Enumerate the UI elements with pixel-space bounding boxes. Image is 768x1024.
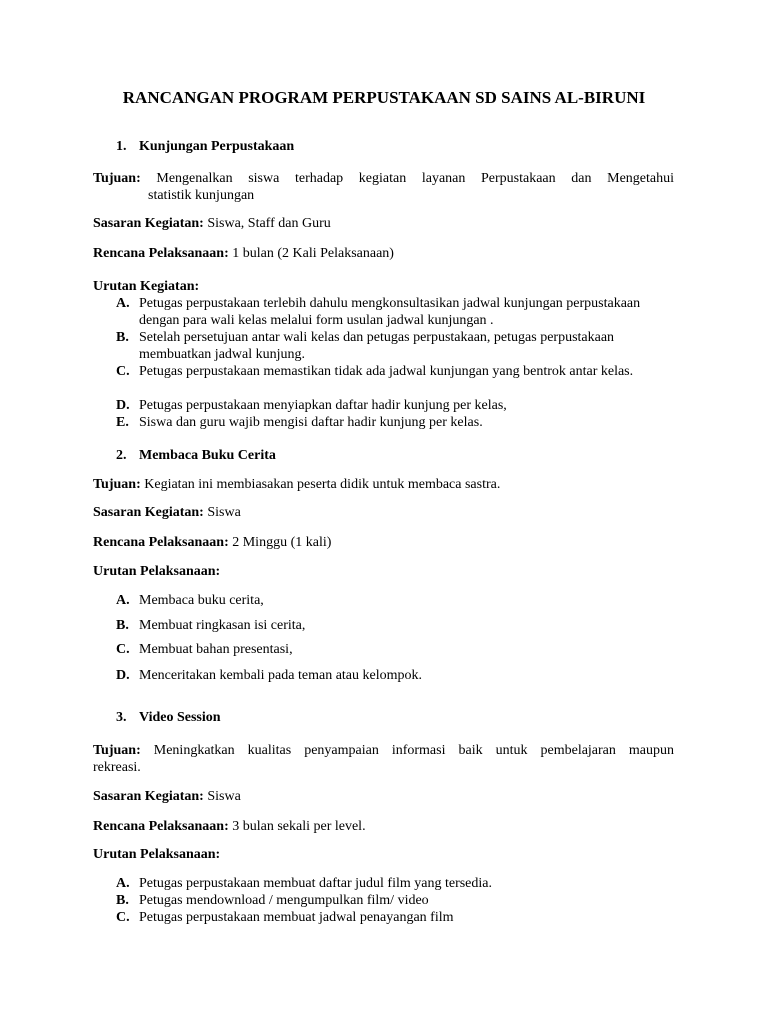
sasaran-text: Siswa: [207, 789, 241, 804]
rencana-label: Rencana Pelaksanaan:: [93, 819, 229, 834]
list-text: Setelah persetujuan antar wali kelas dan petugas perpustakaan, petugas perpustakaan membuatkan jadwal kunjung.: [139, 330, 615, 362]
section-title: Kunjungan Perpustakaan: [139, 139, 295, 154]
section-number: 2.: [116, 448, 127, 463]
document-title: RANCANGAN PROGRAM PERPUSTAKAAN SD SAINS AL-BIRUNI: [122, 88, 646, 107]
tujuan-line: [93, 742, 674, 759]
tujuan-paragraph: [93, 742, 674, 776]
list-text: Membuat ringkasan isi cerita,: [139, 618, 306, 633]
sasaran-paragraph: [93, 788, 674, 805]
section-heading: [116, 709, 221, 726]
list-text: Petugas perpustakaan terlebih dahulu mengkonsultasikan jadwal kunjungan perpustakaan dengan para wali kelas melalui form usulan jadwal kunjungan .: [139, 296, 641, 328]
list-letter: C.: [116, 910, 130, 925]
tujuan-text: Meningkatkan kualitas penyampaian informasi baik untuk pembelajaran maupun: [153, 743, 675, 758]
list-item: [116, 397, 676, 414]
list-item: [116, 329, 676, 363]
list-text: Petugas mendownload / mengumpulkan film/ video: [139, 893, 429, 908]
list-item: [116, 641, 676, 658]
section-number: 1.: [116, 139, 127, 154]
list-letter: C.: [116, 642, 130, 657]
rencana-text: 3 bulan sekali per level.: [232, 819, 366, 834]
list-text: Siswa dan guru wajib mengisi daftar hadir kunjung per kelas.: [139, 415, 483, 430]
list-letter: B.: [116, 330, 129, 345]
rencana-paragraph: [93, 818, 674, 835]
rencana-text: 1 bulan (2 Kali Pelaksanaan): [232, 246, 394, 261]
list-item: [116, 295, 676, 329]
sasaran-text: Siswa, Staff dan Guru: [207, 216, 331, 231]
rencana-label: Rencana Pelaksanaan:: [93, 535, 229, 550]
list-letter: A.: [116, 876, 130, 891]
tujuan-label: Tujuan:: [93, 477, 141, 492]
urutan-label-text: Urutan Pelaksanaan:: [93, 564, 221, 579]
list-letter: E.: [116, 415, 129, 430]
urutan-label-text: Urutan Kegiatan:: [93, 279, 200, 294]
list-item: [116, 892, 676, 909]
sasaran-label: Sasaran Kegiatan:: [93, 789, 204, 804]
urutan-label-text: Urutan Pelaksanaan:: [93, 847, 221, 862]
rencana-paragraph: [93, 534, 674, 551]
list-text: Petugas perpustakaan memastikan tidak ada jadwal kunjungan yang bentrok antar kelas.: [139, 364, 634, 379]
section-title: Membaca Buku Cerita: [139, 448, 276, 463]
list-text: Petugas perpustakaan menyiapkan daftar hadir kunjung per kelas,: [139, 398, 507, 413]
rencana-paragraph: [93, 245, 674, 262]
tujuan-text: Mengenalkan siswa terhadap kegiatan layanan Perpustakaan dan Mengetahui: [156, 171, 674, 186]
tujuan-paragraph: [93, 476, 674, 493]
tujuan-text: Kegiatan ini membiasakan peserta didik untuk membaca sastra.: [144, 477, 501, 492]
list-text: Membuat bahan presentasi,: [139, 642, 293, 657]
rencana-text: 2 Minggu (1 kali): [232, 535, 332, 550]
sasaran-label: Sasaran Kegiatan:: [93, 216, 204, 231]
urutan-label: [93, 563, 674, 580]
list-letter: C.: [116, 364, 130, 379]
section-heading: [116, 447, 276, 464]
list-letter: D.: [116, 398, 130, 413]
tujuan-label: Tujuan:: [93, 743, 141, 758]
list-text: Membaca buku cerita,: [139, 593, 264, 608]
list-item: [116, 909, 676, 926]
list-item: [116, 875, 676, 892]
list-letter: A.: [116, 593, 130, 608]
list-item: [116, 667, 676, 684]
list-item: [116, 414, 676, 431]
list-letter: B.: [116, 618, 129, 633]
tujuan-label: Tujuan:: [93, 171, 141, 186]
list-letter: B.: [116, 893, 129, 908]
urutan-label: [93, 278, 674, 295]
rencana-label: Rencana Pelaksanaan:: [93, 246, 229, 261]
list-text: Menceritakan kembali pada teman atau kelompok.: [139, 668, 423, 683]
list-item: [116, 363, 676, 380]
section-title: Video Session: [139, 710, 221, 725]
tujuan-line: rekreasi.: [93, 760, 141, 775]
list-text: Petugas perpustakaan membuat daftar judul film yang tersedia.: [139, 876, 493, 891]
sasaran-label: Sasaran Kegiatan:: [93, 505, 204, 520]
sasaran-paragraph: [93, 504, 674, 521]
tujuan-line: [93, 170, 674, 187]
list-item: [116, 592, 676, 609]
sasaran-paragraph: [93, 215, 674, 232]
section-number: 3.: [116, 710, 127, 725]
sasaran-text: Siswa: [207, 505, 241, 520]
tujuan-line: statistik kunjungan: [148, 188, 255, 203]
urutan-label: [93, 846, 674, 863]
list-letter: D.: [116, 668, 130, 683]
list-text: Petugas perpustakaan membuat jadwal penayangan film: [139, 910, 454, 925]
list-letter: A.: [116, 296, 130, 311]
tujuan-paragraph: [93, 170, 674, 204]
section-heading: [116, 138, 294, 155]
list-item: [116, 617, 676, 634]
